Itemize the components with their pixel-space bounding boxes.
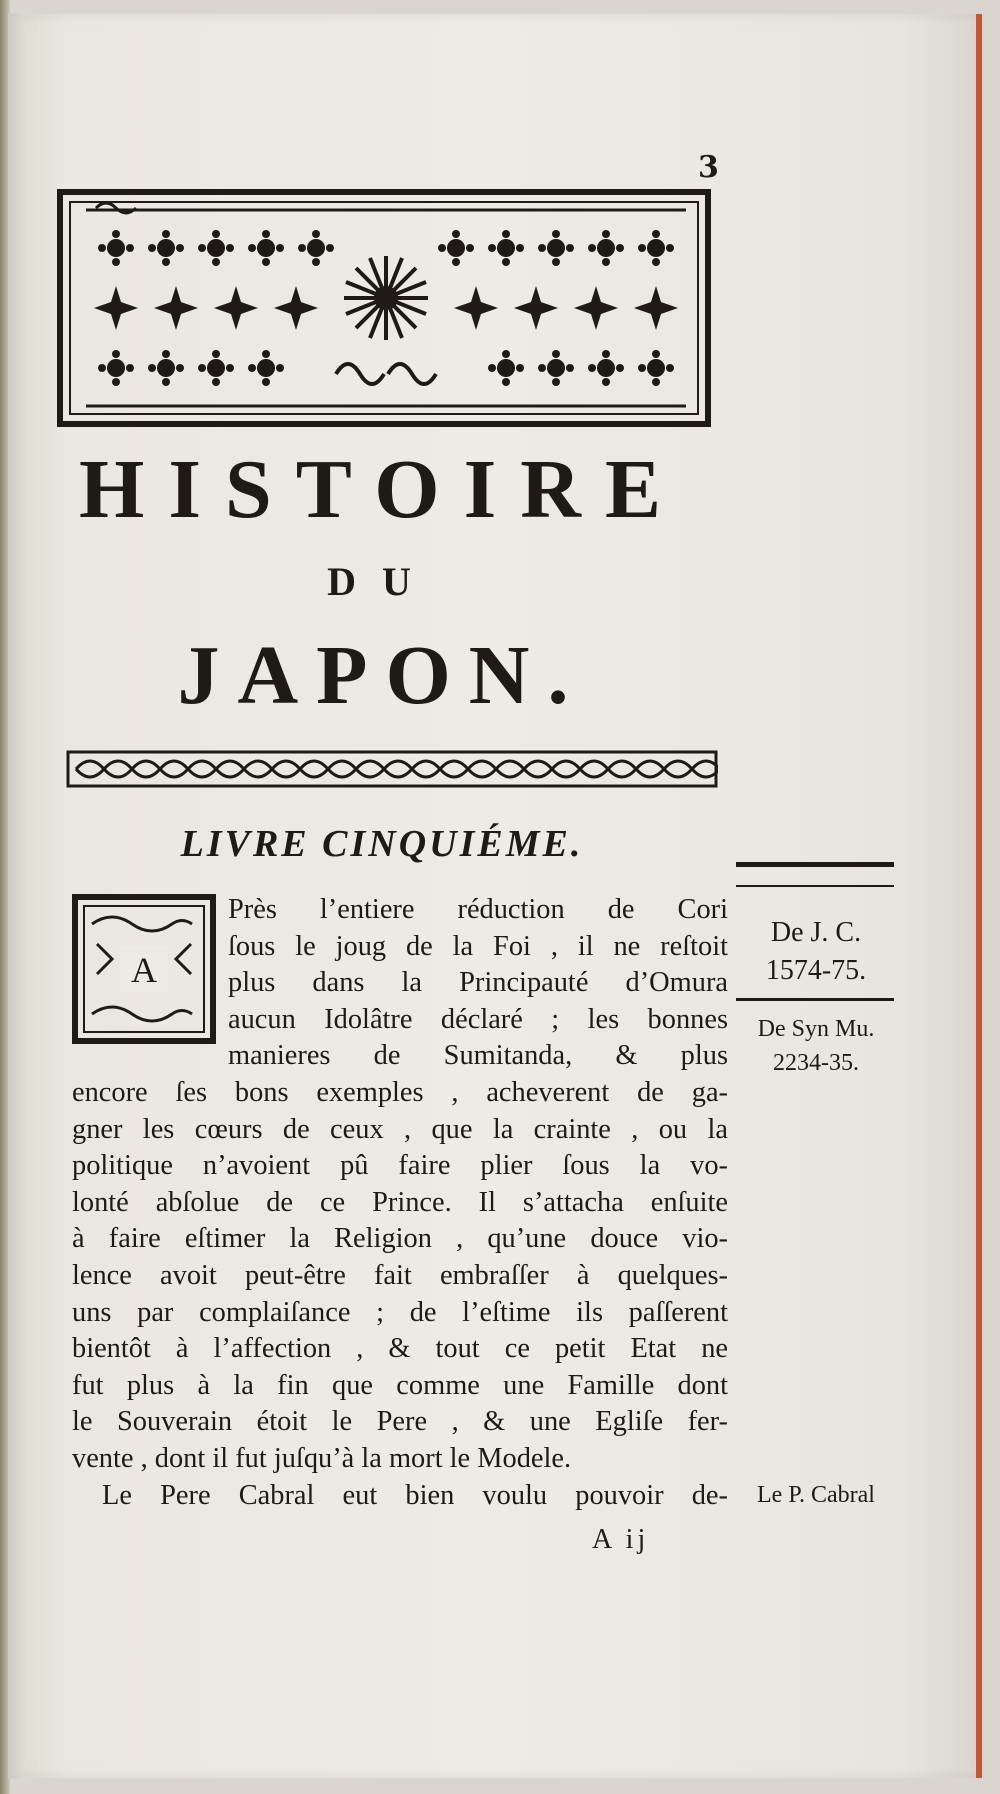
body-line: à faire eſtimer la Religion , qu’une douce vio- (72, 1223, 728, 1255)
body-line: lonté abſolue de ce Prince. Il s’attacha enſuite (72, 1186, 728, 1218)
book-heading: LIVRE CINQUIÉME. (180, 823, 584, 865)
body-line: Le Pere Cabral eut bien voulu pouvoir de- (102, 1479, 728, 1511)
body-line: le Souverain étoit le Pere , & une Egliſe fer- (72, 1406, 728, 1438)
body-line: bientôt à l’affection , & tout ce petit Etat ne (72, 1333, 728, 1365)
body-line: plus dans la Principauté d’Omura (228, 967, 728, 999)
margin-era-label: De Syn Mu. (757, 1016, 875, 1042)
body-line: fut plus à la fin que comme une Famille dont (72, 1369, 728, 1401)
body-line: vente , dont il fut juſqu’à la mort le Modele. (72, 1442, 572, 1474)
body-text (72, 892, 728, 1514)
page-number: 3 (698, 150, 719, 185)
body-line: gner les cœurs de ceux , que la crainte , ou la (72, 1113, 728, 1145)
ornamental-band (66, 750, 718, 788)
book-title-japon: JAPON. (177, 629, 587, 722)
body-line: uns par complaiſance ; de l’eſtime ils paſſerent (72, 1296, 728, 1328)
book-page (8, 14, 982, 1778)
margin-cabral: Le P. Cabral (757, 1482, 875, 1508)
ornamental-headpiece (56, 188, 712, 428)
body-line: ſous le joug de la Foi , il ne reſtoit (228, 930, 728, 962)
folio-signature: A ij (592, 1524, 650, 1555)
drop-cap-letter: A (131, 950, 157, 990)
body-line: lence avoit peut-être fait embraſſer à quelques- (72, 1259, 728, 1291)
book-title-du: DU (327, 559, 437, 604)
book-title: HISTOIRE (79, 443, 685, 536)
margin-rule-thin (736, 998, 894, 1001)
body-line: encore ſes bons exemples , acheverent de ga- (72, 1076, 728, 1108)
margin-rule (736, 862, 894, 887)
body-line: politique n’avoient pû faire plier ſous la vo- (72, 1150, 728, 1182)
margin-era-value: 2234-35. (773, 1050, 859, 1076)
body-line: Près l’entiere réduction de Cori (228, 894, 728, 925)
margin-year-label: De J. C. (770, 917, 862, 948)
margin-year-value: 1574-75. (765, 955, 867, 986)
body-line: manieres de Sumitanda, & plus (228, 1040, 728, 1072)
body-line: aucun Idolâtre déclaré ; les bonnes (228, 1003, 728, 1035)
